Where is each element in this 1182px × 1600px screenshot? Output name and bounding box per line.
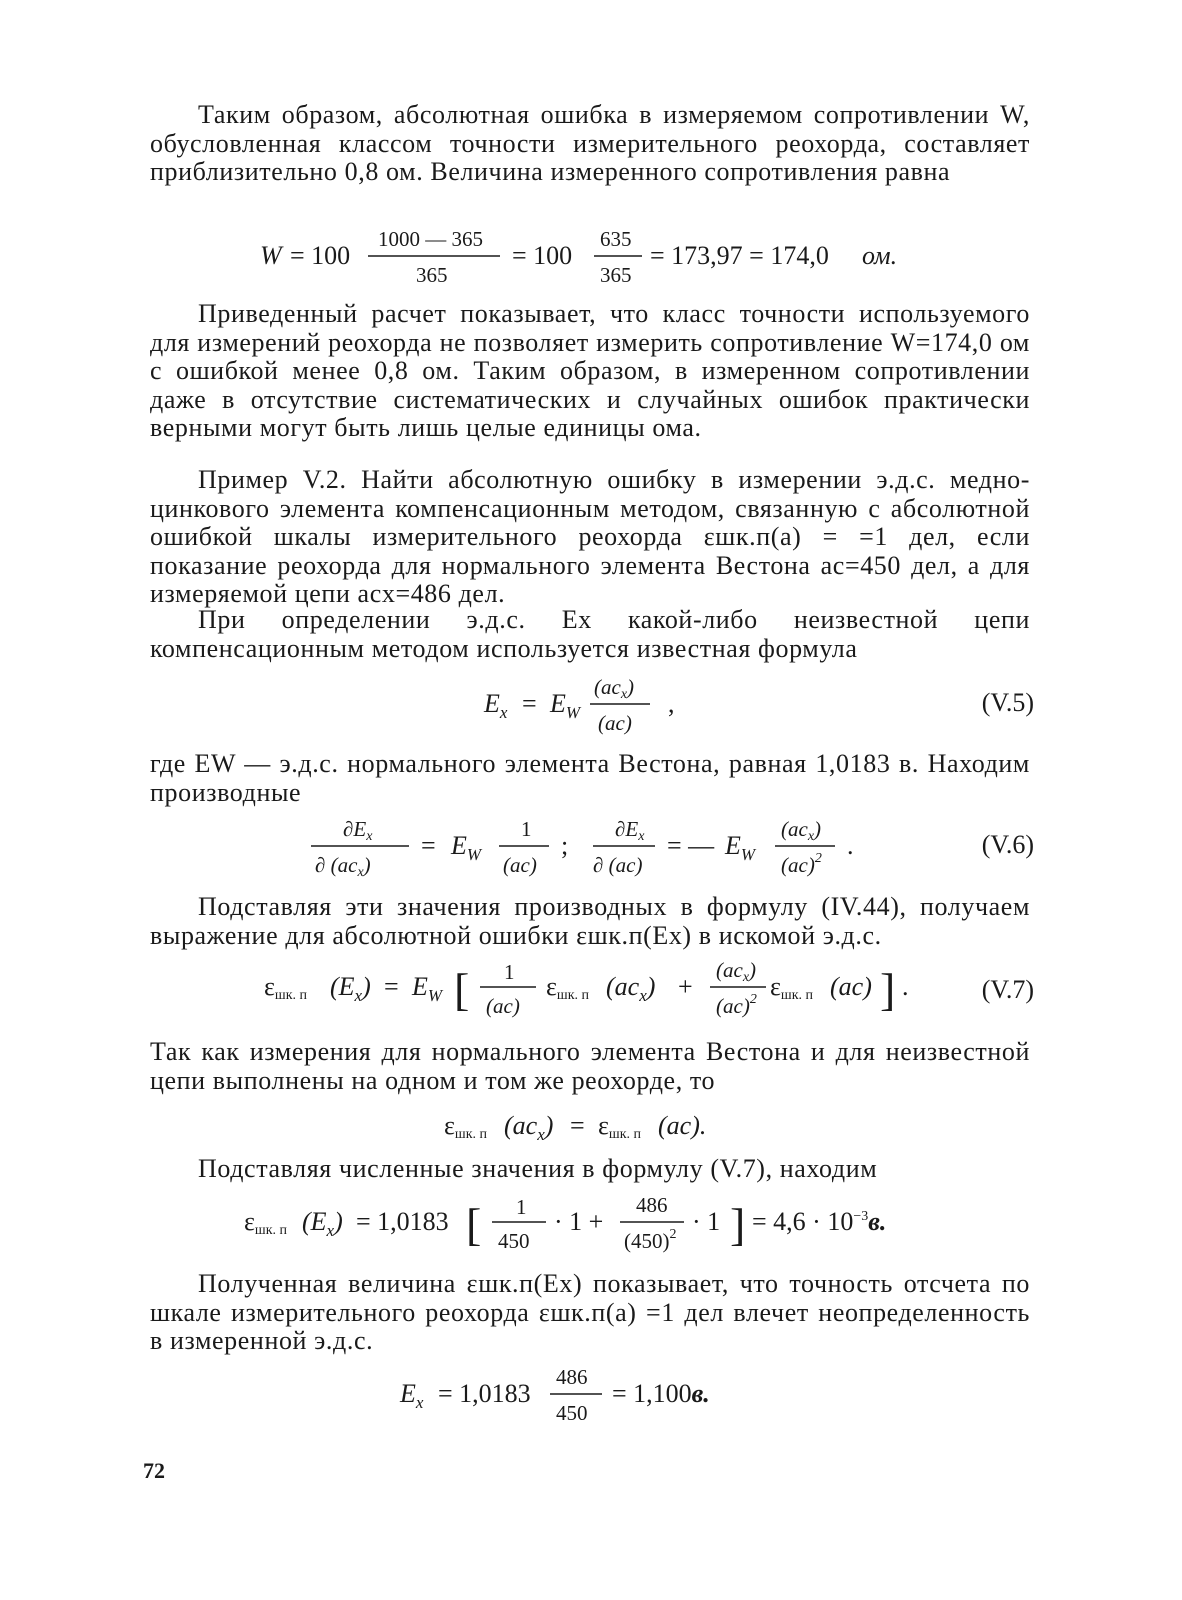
- svg-text:365: 365: [416, 263, 448, 287]
- svg-text:Ex: $E_x$: [484, 689, 508, 722]
- svg-text:ом.: ом.: [862, 241, 898, 270]
- equation-number-v6: (V.6): [981, 830, 1034, 859]
- paragraph-3: [150, 466, 1030, 609]
- svg-text:;: ;: [561, 831, 569, 860]
- svg-text:εшк. п: εшк. п: [770, 972, 813, 1003]
- equation-number-v7: (V.7): [981, 975, 1034, 1004]
- paragraph-4-text: При определении э.д.с. Ex какой-либо неизвестной цепи компенсационным методом используется известная формула: [150, 605, 1030, 663]
- svg-text:(ac).: (ac).: [658, 1111, 707, 1140]
- svg-text:(ac)2: (ac)$^2$: [716, 992, 757, 1018]
- paragraph-7-text: Так как измерения для нормального элемента Вестона и для неизвестной цепи выполнены на одном и том же реохорде, то: [150, 1037, 1030, 1095]
- svg-text:εшк. п: εшк. п: [444, 1111, 487, 1142]
- svg-text:(acx): $(ac_x)$: [606, 972, 656, 1005]
- paragraph-2-text: Приведенный расчет показывает, что класс точности используемого для измерений реохорда не позволяет измерить сопротивление W=174,0 ом с ошибкой менее 0,8 ом. Таким образом, в измеренном сопротивлении даже в отсутствие систематических и случайных ошибок практически верными могут быть лишь целые единицы ома.: [150, 299, 1030, 443]
- svg-text:∂Ex: ∂Ex: [615, 817, 645, 844]
- paragraph-9: [150, 1270, 1030, 1356]
- paragraph-8-text: Подставляя численные значения в формулу (V.7), находим: [198, 1154, 878, 1183]
- equation-v6: [305, 812, 885, 884]
- paragraph-4: [150, 606, 1030, 663]
- svg-text:.: .: [847, 831, 854, 860]
- svg-text:(acx): $(ac_x)$: [504, 1111, 554, 1144]
- svg-text:+: +: [678, 972, 693, 1001]
- equation-numeric: [240, 1190, 920, 1260]
- svg-text:· 1 +: · 1 +: [554, 1207, 604, 1236]
- paragraph-5: [150, 750, 1030, 807]
- svg-text:= 100: = 100: [290, 241, 351, 270]
- svg-text:εшк. п: εшк. п: [264, 972, 307, 1003]
- paragraph-6: [150, 893, 1030, 950]
- svg-text:(Ex): $(E_x)$: [302, 1207, 343, 1240]
- svg-text:.: .: [902, 972, 909, 1001]
- svg-text:450: 450: [498, 1229, 530, 1253]
- svg-text:W: W: [260, 241, 282, 270]
- svg-text:=: =: [570, 1111, 585, 1140]
- svg-text:∂Ex: ∂Ex: [343, 817, 373, 844]
- equation-w: [250, 222, 950, 292]
- svg-text:1: 1: [516, 1195, 527, 1219]
- svg-text:(acx): (acx): [594, 675, 635, 702]
- svg-text:(Ex): $(E_x)$: [330, 972, 371, 1005]
- svg-text:635: 635: [600, 227, 632, 251]
- svg-text:1000 — 365: 1000 — 365: [378, 227, 483, 251]
- svg-text:486: 486: [636, 1193, 668, 1217]
- svg-text:∂ (ac): ∂ (ac): [593, 853, 643, 877]
- svg-text:[: [: [466, 1199, 482, 1250]
- svg-text:= —: = —: [667, 831, 715, 860]
- svg-text:Ex: $E_x$: [400, 1379, 424, 1412]
- svg-text:· 1: · 1: [692, 1207, 721, 1236]
- svg-text:EW: $E_W$: [550, 689, 581, 722]
- svg-text:(ac): (ac): [486, 994, 520, 1018]
- svg-text:(450)2: $(450)^2$: [624, 1227, 677, 1253]
- svg-text:450: 450: [556, 1401, 588, 1425]
- page-number: 72: [143, 1458, 165, 1483]
- paragraph-9-text: Полученная величина εшк.п(Ex) показывает, что точность отсчета по шкале измерительного реохорда εшк.п(a) =1 дел влечет неопределенность в измеренной э.д.с.: [150, 1269, 1030, 1356]
- svg-text:∂ (acx): ∂ (acx): [315, 853, 371, 880]
- equation-v5: [480, 672, 710, 744]
- svg-text:486: 486: [556, 1365, 588, 1389]
- svg-text:(ac): (ac): [503, 853, 537, 877]
- svg-text:]: ]: [730, 1199, 746, 1250]
- paragraph-1: [150, 101, 1030, 187]
- paragraph-5-text: где EW — э.д.с. нормального элемента Вестона, равная 1,0183 в. Находим производные: [150, 749, 1030, 807]
- svg-text:1: 1: [521, 817, 532, 841]
- svg-text:=: =: [384, 972, 399, 1001]
- svg-text:= 100: = 100: [512, 241, 573, 270]
- equation-number-v5: (V.5): [981, 688, 1034, 717]
- svg-text:=: =: [421, 831, 436, 860]
- paragraph-2: [150, 300, 1030, 443]
- svg-text:(acx): (acx): [716, 958, 757, 985]
- svg-text:1: 1: [504, 960, 515, 984]
- svg-text:(acx): (acx): [781, 817, 822, 844]
- equation-equal: [440, 1102, 740, 1146]
- paragraph-3-text: Пример V.2. Найти абсолютную ошибку в измерении э.д.с. медно-цинкового элемента компенсационным методом, связанную с абсолютной ошибкой шкалы измерительного реохорда εшк.п(a) = =1 дел, если показание реохорда для нормального элемента Вестона ac=450 дел, а для измеряемой цепи acx=486 дел.: [150, 465, 1030, 609]
- svg-text:εшк. п: εшк. п: [244, 1207, 287, 1238]
- svg-text:]: ]: [880, 964, 896, 1015]
- svg-text:EW: $E_W$: [451, 831, 482, 864]
- svg-text:,: ,: [668, 689, 675, 718]
- svg-text:= 1,0183: = 1,0183: [438, 1379, 531, 1408]
- svg-text:=: =: [522, 689, 537, 718]
- svg-text:[: [: [454, 964, 470, 1015]
- svg-text:(ac): (ac): [598, 711, 632, 735]
- svg-text:= 4,6 · 10−3в.: = $4,6 \cdot 10^{-3}в$.: [752, 1207, 887, 1236]
- paragraph-8: [150, 1155, 1030, 1184]
- equation-final: [396, 1362, 756, 1432]
- svg-text:EW: $E_W$: [725, 831, 756, 864]
- svg-text:(ac)2: (ac)$^2$: [781, 851, 822, 877]
- svg-text:= 173,97 = 174,0: = 173,97 = 174,0: [650, 241, 829, 270]
- paragraph-7: [150, 1038, 1030, 1095]
- paragraph-6-text: Подставляя эти значения производных в формулу (IV.44), получаем выражение для абсолютной ошибки εшк.п(Ex) в искомой э.д.с.: [150, 892, 1030, 950]
- svg-text:EW: $E_W$: [412, 972, 443, 1005]
- svg-text:= 1,0183: = 1,0183: [356, 1207, 449, 1236]
- paragraph-1-text: Таким образом, абсолютная ошибка в измеряемом сопротивлении W, обусловленная классом точности измерительного реохорда, составляет приблизительно 0,8 ом. Величина измеренного сопротивления равна: [150, 100, 1030, 187]
- svg-text:εшк. п: εшк. п: [546, 972, 589, 1003]
- equation-v7: [260, 955, 920, 1031]
- svg-text:365: 365: [600, 263, 632, 287]
- svg-text:= 1,100в.: = 1,100в.: [612, 1379, 710, 1408]
- svg-text:εшк. п: εшк. п: [598, 1111, 641, 1142]
- svg-text:(ac): (ac): [830, 972, 872, 1001]
